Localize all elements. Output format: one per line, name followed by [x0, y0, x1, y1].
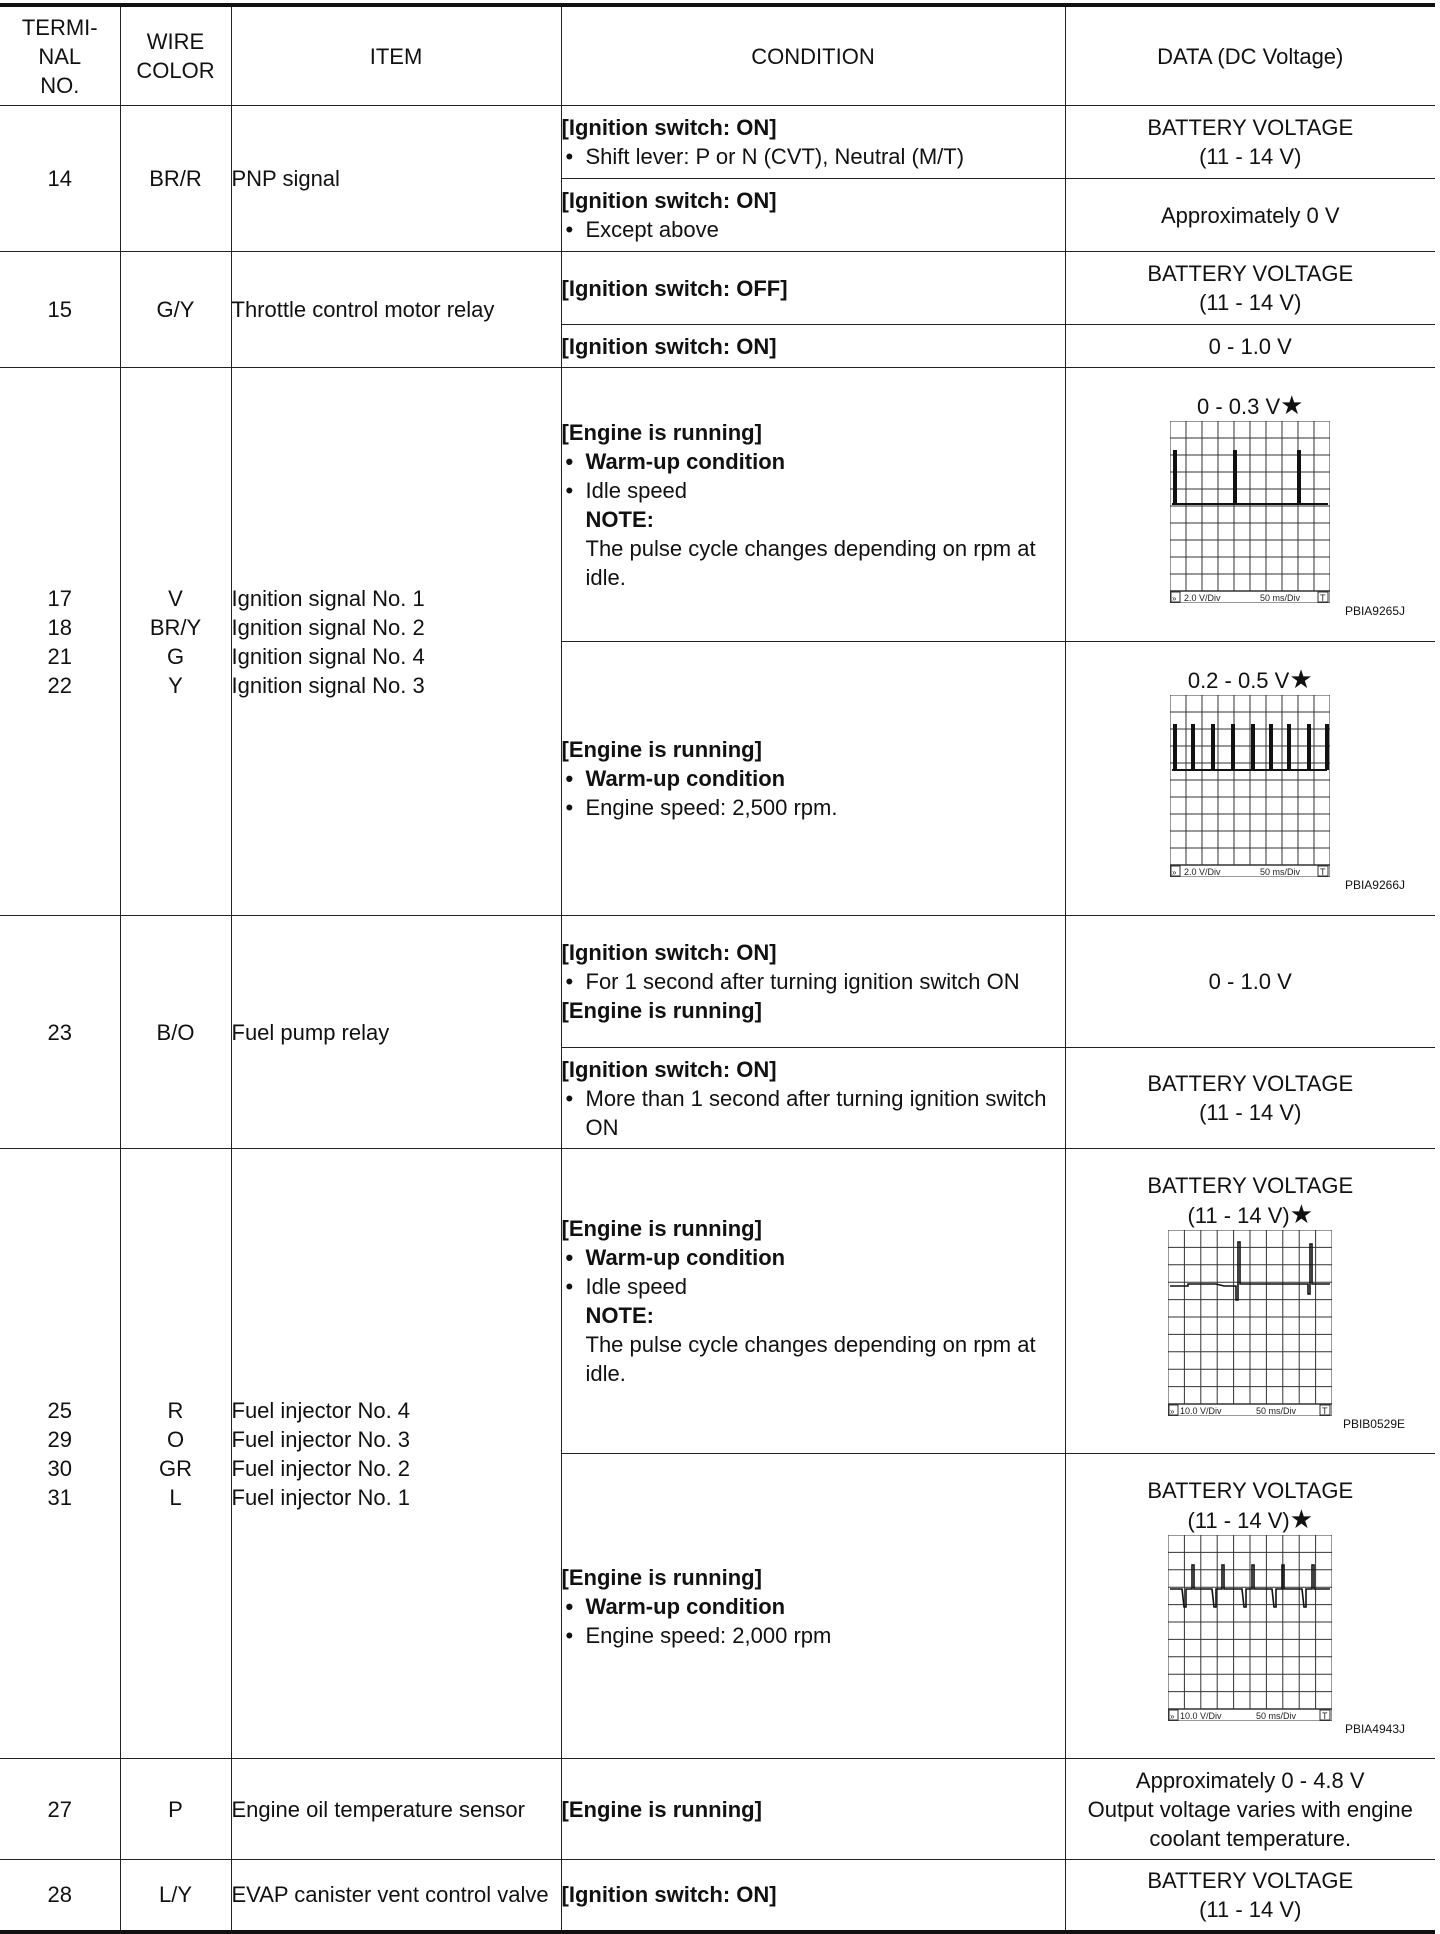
time-per-div: 50 ms/Div	[1260, 592, 1301, 603]
data-cell: BATTERY VOLTAGE (11 - 14 V)	[1065, 1048, 1435, 1149]
data-cell: BATTERY VOLTAGE (11 - 14 V)	[1065, 106, 1435, 179]
volts-per-div: 2.0 V/Div	[1184, 592, 1221, 603]
terminal-cell: 27	[0, 1759, 120, 1860]
header-data: DATA (DC Voltage)	[1065, 5, 1435, 106]
oscilloscope-waveform-injector-2000rpm	[1168, 1535, 1332, 1721]
header-row	[0, 5, 1435, 106]
wire-color-cell: L/Y	[120, 1860, 231, 1932]
svg-text:»: »	[1172, 867, 1177, 877]
condition-cell: [Engine is running] • Warm-up condition • Engine speed: 2,000 rpm	[561, 1454, 1065, 1759]
wire-color-cell: R O GR L	[120, 1149, 231, 1759]
table-row	[0, 916, 1435, 1048]
volts-per-div: 10.0 V/Div	[1180, 1405, 1222, 1416]
volts-per-div: 2.0 V/Div	[1184, 866, 1221, 877]
star-icon: ★	[1289, 663, 1313, 694]
svg-text:»: »	[1170, 1406, 1175, 1416]
item-cell: Ignition signal No. 1 Ignition signal No. 2 Ignition signal No. 4 Ignition signal No. 3	[231, 368, 561, 916]
table-row	[0, 1759, 1435, 1860]
trigger-icon: T	[1322, 1405, 1328, 1416]
voltage-value: 0 - 0.3 V★	[1197, 389, 1304, 420]
wire-color-cell: P	[120, 1759, 231, 1860]
item-cell: Engine oil temperature sensor	[231, 1759, 561, 1860]
voltage-value: 0.2 - 0.5 V★	[1187, 663, 1313, 694]
condition-cell: [Ignition switch: ON] • Shift lever: P or N (CVT), Neutral (M/T)	[561, 106, 1065, 179]
table-row	[0, 106, 1435, 179]
oscilloscope-waveform-ignition-2500rpm	[1170, 695, 1330, 877]
condition-cell: [Ignition switch: ON]	[561, 325, 1065, 368]
item-cell: Throttle control motor relay	[231, 252, 561, 368]
condition-cell: [Ignition switch: OFF]	[561, 252, 1065, 325]
star-icon: ★	[1280, 389, 1304, 420]
header-terminal: TERMI- NAL NO.	[0, 5, 120, 106]
header-wire-color: WIRE COLOR	[120, 5, 231, 106]
oscilloscope-waveform-injector-idle	[1168, 1230, 1332, 1416]
header-condition: CONDITION	[561, 5, 1065, 106]
oscilloscope-waveform-ignition-idle	[1170, 421, 1330, 603]
star-icon: ★	[1289, 1503, 1314, 1534]
svg-text:»: »	[1172, 593, 1177, 603]
data-cell: BATTERY VOLTAGE (11 - 14 V)★ » 10.0 V/Div 50 ms/Div T PBIA4943J	[1065, 1454, 1435, 1759]
data-cell: BATTERY VOLTAGE (11 - 14 V)	[1065, 1860, 1435, 1932]
condition-cell: [Engine is running] • Warm-up condition • Engine speed: 2,500 rpm.	[561, 642, 1065, 916]
item-cell: Fuel injector No. 4 Fuel injector No. 3 Fuel injector No. 2 Fuel injector No. 1	[231, 1149, 561, 1759]
header-item: ITEM	[231, 5, 561, 106]
data-cell: 0 - 1.0 V	[1065, 325, 1435, 368]
data-cell	[1065, 642, 1435, 916]
trigger-icon: T	[1320, 866, 1326, 877]
terminal-cell: 28	[0, 1860, 120, 1932]
time-per-div: 50 ms/Div	[1256, 1405, 1297, 1416]
terminal-cell: 15	[0, 252, 120, 368]
data-cell: Approximately 0 V	[1065, 179, 1435, 252]
data-cell: BATTERY VOLTAGE (11 - 14 V)★ » 10.0 V/Div 50 ms/Div T PBIB0529E	[1065, 1149, 1435, 1454]
table-row	[0, 368, 1435, 642]
time-per-div: 50 ms/Div	[1256, 1710, 1297, 1721]
item-cell: EVAP canister vent control valve	[231, 1860, 561, 1932]
terminal-cell: 23	[0, 916, 120, 1149]
terminal-cell: 17 18 21 22	[0, 368, 120, 916]
wire-color-cell: G/Y	[120, 252, 231, 368]
data-cell	[1065, 368, 1435, 642]
table-row	[0, 1860, 1435, 1932]
trigger-icon: T	[1322, 1710, 1328, 1721]
item-cell: Fuel pump relay	[231, 916, 561, 1149]
condition-cell: [Engine is running] • Warm-up condition • Idle speed NOTE: The pulse cycle changes depending on rpm at idle.	[561, 368, 1065, 642]
ecm-terminal-table	[0, 3, 1435, 1934]
condition-cell: [Ignition switch: ON] • Except above	[561, 179, 1065, 252]
wire-color-cell: B/O	[120, 916, 231, 1149]
time-per-div: 50 ms/Div	[1260, 866, 1301, 877]
svg-text:»: »	[1170, 1711, 1175, 1721]
item-cell: PNP signal	[231, 106, 561, 252]
trigger-icon: T	[1320, 592, 1326, 603]
figure-code: PBIA4943J	[1344, 1721, 1405, 1736]
figure-code: PBIA9265J	[1344, 603, 1405, 618]
condition-cell: [Ignition switch: ON] • For 1 second after turning ignition switch ON [Engine is running]	[561, 916, 1065, 1048]
data-cell: 0 - 1.0 V	[1065, 916, 1435, 1048]
terminal-cell: 25 29 30 31	[0, 1149, 120, 1759]
condition-cell: [Ignition switch: ON]	[561, 1860, 1065, 1932]
condition-cell: [Ignition switch: ON] • More than 1 second after turning ignition switch ON	[561, 1048, 1065, 1149]
table-row	[0, 1149, 1435, 1454]
wire-color-cell: V BR/Y G Y	[120, 368, 231, 916]
figure-code: PBIB0529E	[1342, 1416, 1405, 1431]
condition-cell: [Engine is running]	[561, 1759, 1065, 1860]
figure-code: PBIA9266J	[1344, 877, 1405, 892]
data-cell: BATTERY VOLTAGE (11 - 14 V)	[1065, 252, 1435, 325]
condition-cell: [Engine is running] • Warm-up condition • Idle speed NOTE: The pulse cycle changes depending on rpm at idle.	[561, 1149, 1065, 1454]
volts-per-div: 10.0 V/Div	[1180, 1710, 1222, 1721]
wire-color-cell: BR/R	[120, 106, 231, 252]
data-cell: Approximately 0 - 4.8 V Output voltage varies with engine coolant temperature.	[1065, 1759, 1435, 1860]
terminal-cell: 14	[0, 106, 120, 252]
voltage-value: (11 - 14 V)★	[1187, 1503, 1314, 1534]
voltage-value: (11 - 14 V)★	[1187, 1198, 1314, 1229]
star-icon: ★	[1289, 1198, 1314, 1229]
table-row	[0, 252, 1435, 325]
